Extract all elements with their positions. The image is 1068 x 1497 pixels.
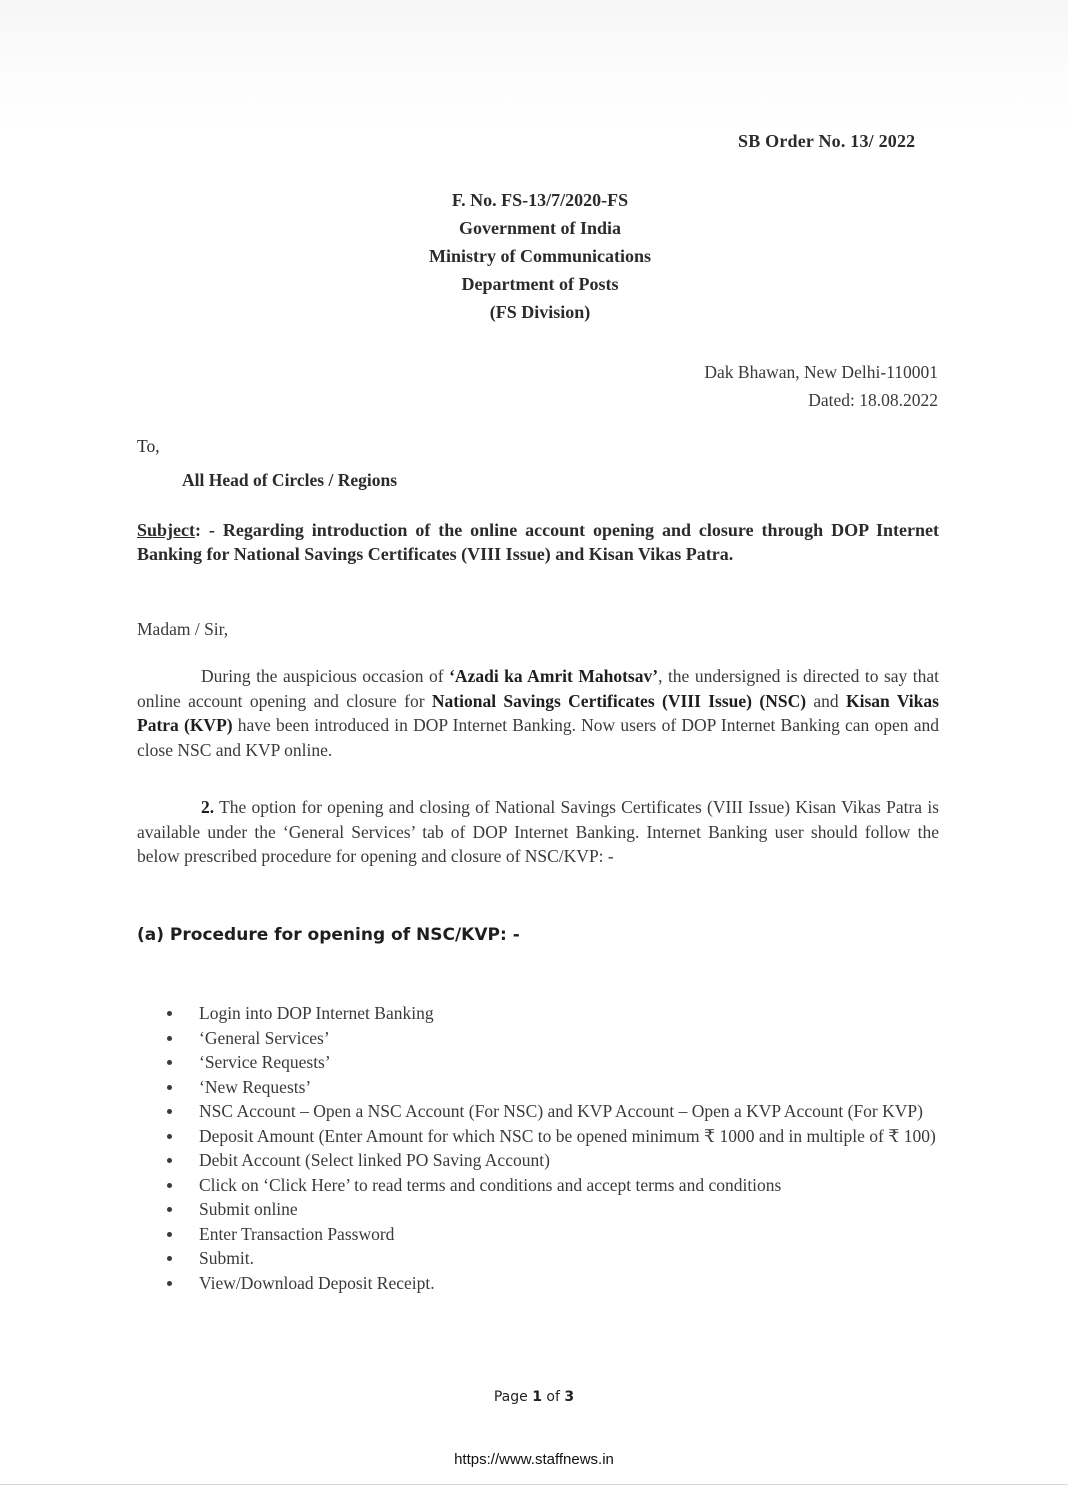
list-item <box>160 1124 950 1149</box>
ministry-name: Ministry of Communications <box>429 246 651 266</box>
step-text: Submit. <box>199 1248 254 1268</box>
step-text: Submit online <box>199 1199 298 1219</box>
list-item <box>160 1148 950 1173</box>
bullet-icon <box>167 1232 172 1237</box>
list-item <box>160 1173 950 1198</box>
para2-text: The option for opening and closing of National Savings Certificates (VIII Issue) Kisan Vikas Patra is available under the ‘General Services’ tab of DOP Internet Banking. Internet Banking user should follow the below prescribed procedure for opening and closure of NSC/KVP: - <box>137 797 939 866</box>
page-of: of <box>546 1389 560 1405</box>
para1-text-4: have been introduced in DOP Internet Banking. Now users of DOP Internet Banking can open and close NSC and KVP online. <box>137 715 939 760</box>
list-item <box>160 1099 950 1124</box>
para1-text-3: and <box>806 690 847 711</box>
to-label: To, <box>137 436 160 456</box>
step-text: Login into DOP Internet Banking <box>199 1003 434 1023</box>
list-item <box>160 1075 950 1100</box>
step-text: Debit Account (Select linked PO Saving Account) <box>199 1150 550 1170</box>
step-text: ‘General Services’ <box>199 1027 330 1048</box>
step-text: Enter Transaction Password <box>199 1223 395 1244</box>
list-item <box>160 1271 950 1296</box>
paragraph-1 <box>137 664 939 762</box>
bottom-divider <box>0 1484 1068 1485</box>
addressee: All Head of Circles / Regions <box>182 470 398 490</box>
bullet-icon <box>167 1281 172 1286</box>
bullet-icon <box>167 1036 172 1041</box>
division-name: (FS Division) <box>489 302 591 322</box>
list-item <box>160 1222 950 1247</box>
procedure-title: (a) Procedure for opening of NSC/KVP: - <box>137 925 520 945</box>
procedure-steps <box>160 1001 950 1295</box>
source-url: https://www.staffnews.in <box>454 1451 614 1468</box>
para1-bold-1: ‘Azadi ka Amrit Mahotsav’ <box>449 666 659 686</box>
list-item <box>160 1050 950 1075</box>
page-current: 1 <box>532 1389 542 1405</box>
para1-bold-2: National Savings Certificates (VIII Issue) (NSC) <box>431 690 807 711</box>
government-name: Government of India <box>459 218 621 238</box>
para1-text-2: , the undersigned is directed to say that online account opening and closure for <box>137 666 940 711</box>
step-text: NSC Account – Open a NSC Account (For NSC) and KVP Account – Open a KVP Account (For KVP) <box>199 1101 923 1121</box>
page-number <box>0 1389 1068 1405</box>
department-name: Department of Posts <box>461 274 619 294</box>
step-text: ‘New Requests’ <box>199 1076 312 1097</box>
para1-bold-3: Kisan Vikas Patra (KVP) <box>137 690 939 735</box>
list-item <box>160 1026 950 1051</box>
list-item <box>160 1246 950 1271</box>
bullet-icon <box>167 1207 172 1212</box>
bullet-icon <box>167 1060 172 1065</box>
bullet-icon <box>167 1134 172 1139</box>
address-place: Dak Bhawan, New Delhi-110001 <box>704 362 938 382</box>
page-word: Page <box>493 1389 528 1405</box>
para1-text-1: During the auspicious occasion of <box>201 666 450 686</box>
list-item <box>160 1197 950 1222</box>
file-number: F. No. FS-13/7/2020-FS <box>451 190 629 210</box>
paragraph-2 <box>137 795 939 869</box>
subject-label: Subject <box>137 520 195 540</box>
page-total: 3 <box>564 1389 575 1405</box>
bullet-icon <box>167 1256 172 1261</box>
step-text: View/Download Deposit Receipt. <box>199 1272 435 1293</box>
subject-text: : - Regarding introduction of the online account opening and closure through DOP Internet Banking for National Savings Certificates (VIII Issue) and Kisan Vikas Patra. <box>137 520 939 564</box>
salutation: Madam / Sir, <box>137 619 229 639</box>
order-number: SB Order No. 13/ 2022 <box>738 131 916 151</box>
subject-line <box>137 518 939 566</box>
step-text: ‘Service Requests’ <box>199 1052 331 1072</box>
list-item <box>160 1001 950 1026</box>
bullet-icon <box>167 1011 172 1016</box>
bullet-icon <box>167 1109 172 1114</box>
bullet-icon <box>167 1183 172 1188</box>
step-text: Deposit Amount (Enter Amount for which NSC to be opened minimum ₹ 1000 and in multiple of ₹ 100) <box>199 1125 936 1146</box>
bullet-icon <box>167 1158 172 1163</box>
letter-header <box>370 186 710 326</box>
step-text: Click on ‘Click Here’ to read terms and conditions and accept terms and conditions <box>199 1174 782 1195</box>
sender-address <box>580 358 938 414</box>
bullet-icon <box>167 1085 172 1090</box>
letter-date: Dated: 18.08.2022 <box>808 390 938 410</box>
para2-number: 2. <box>201 797 215 817</box>
